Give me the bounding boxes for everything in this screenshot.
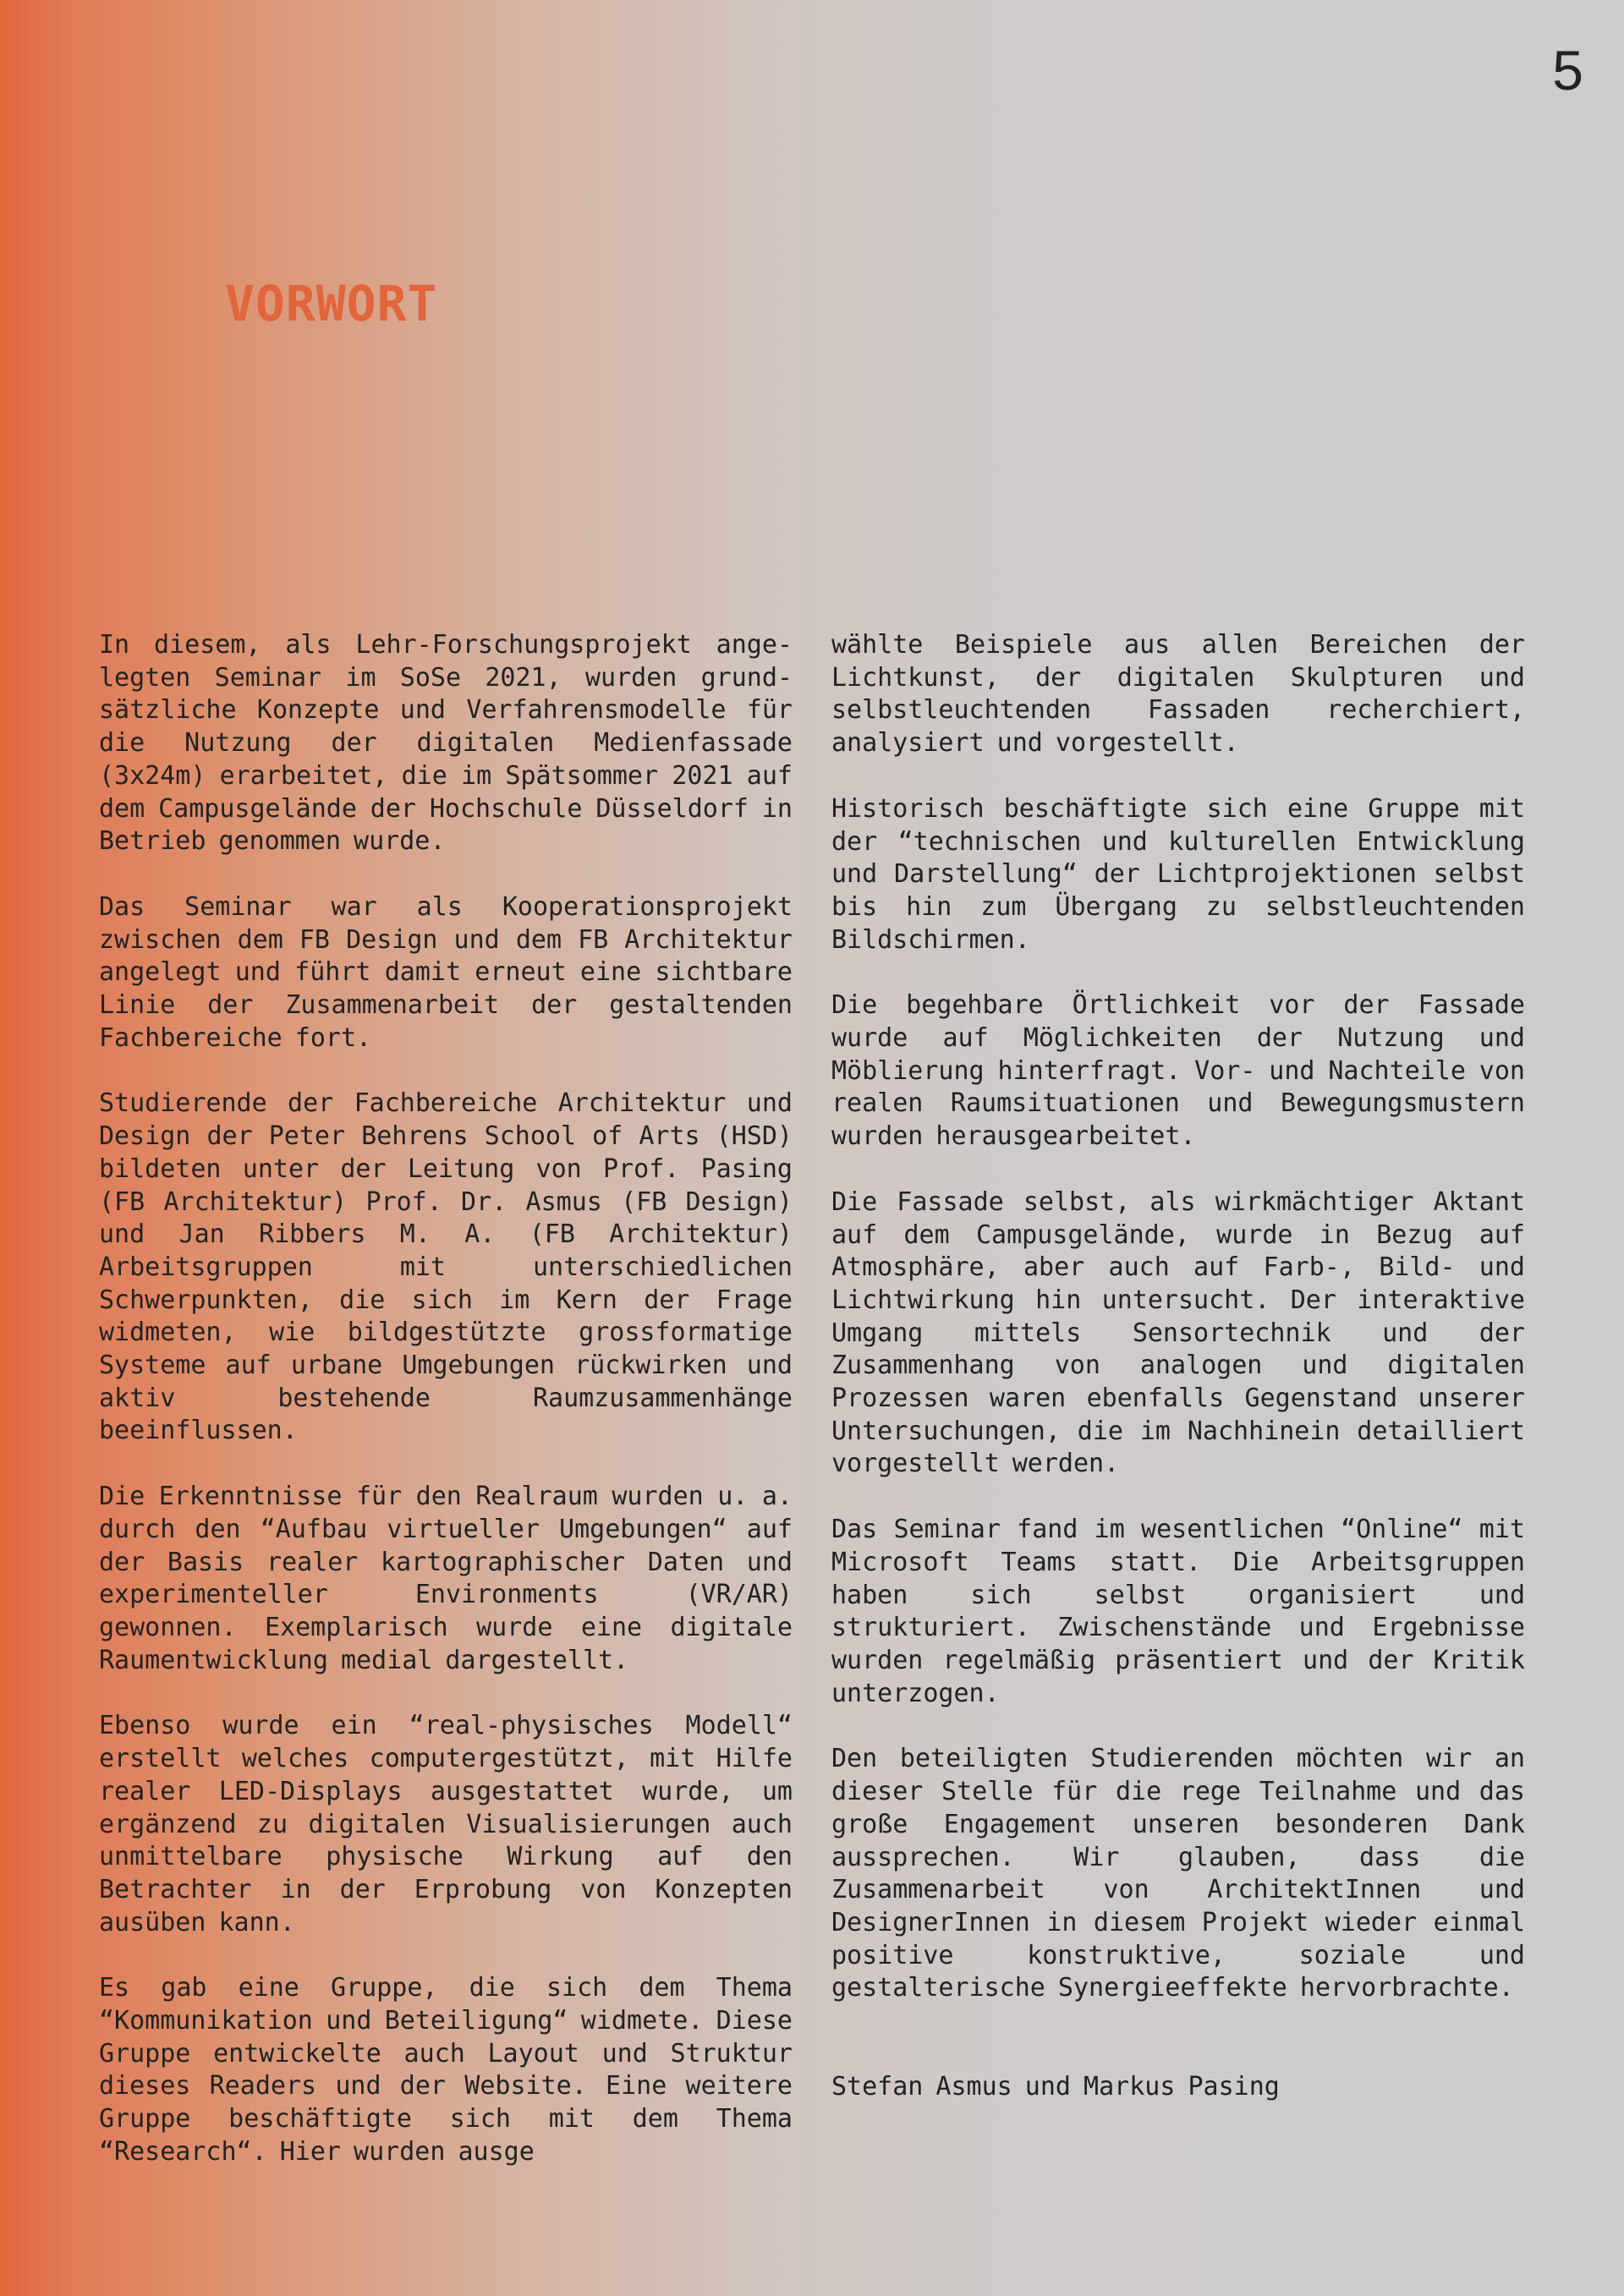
paragraph-location: Die begehbare Örtlichkeit vor der Fassade wurde auf Möglichkeiten der Nutzung und Möblierung hinterfragt. Vor- und Nachteile von realen Raumsituationen und Bewegungsmustern wurden herausgearbeitet. bbox=[831, 990, 1525, 1152]
paragraph-findings: Die Erkenntnisse für den Realraum wurden u. a. durch den “Aufbau virtueller Umgebungen“ auf der Basis realer kartographischer Daten und experimenteller Environments (VR/AR) gewonnen. Exemplarisch wurde eine digitale Raumentwicklung medial dargestellt. bbox=[99, 1482, 793, 1675]
paragraph-groups: Es gab eine Gruppe, die sich dem Thema “Kommunikation und Beteiligung“ widmete. Diese Gruppe entwickelte auch Layout und Struktur dieses Readers und der Website. Eine weitere Gruppe beschäftigte sich mit dem Thema “Research“. Hier wurden ausge bbox=[99, 1973, 793, 2167]
paragraph-cooperation: Das Seminar war als Kooperationsprojekt zwischen dem FB Design und dem FB Architektur angelegt und führt damit erneut eine sichtbare Linie der Zusammenarbeit der gestaltenden Fachbereiche fort. bbox=[99, 891, 793, 1053]
page-number: 5 bbox=[1552, 39, 1583, 101]
paragraph-thanks: Den beteiligten Studierenden möchten wir an dieser Stelle für die rege Teilnahme und das große Engagement unseren besonderen Dank aussprechen. Wir glauben, dass die Zusammenarbeit von ArchitektInnen und DesignerInnen in diesem Projekt wieder einmal positive konstruktive, soziale und gestalterische Synergieeffekte hervorbrachte. bbox=[831, 1744, 1525, 2003]
text-column-right bbox=[831, 629, 1525, 2137]
text-column-left bbox=[99, 629, 793, 2202]
signature: Stefan Asmus und Markus Pasing bbox=[831, 2072, 1280, 2102]
paragraph-intro: In diesem, als Lehr-Forschungsprojekt angelegten Seminar im SoSe 2021, wurden grundsätzliche Konzepte und Verfahrensmodelle für die Nutzung der digitalen Medienfassade (3x24m) erarbeitet, die im Spätsommer 2021 auf dem Campusgelände der Hochschule Düsseldorf in Betrieb genommen wurde. bbox=[99, 630, 793, 857]
paragraph-research-continued: wählte Beispiele aus allen Bereichen der Lichtkunst, der digitalen Skulpturen und selbstleuchtenden Fassaden recherchiert, analysiert und vorgestellt. bbox=[831, 630, 1525, 759]
paragraph-physical-model: Ebenso wurde ein “real-physisches Modell“ erstellt welches computergestützt, mit Hilfe realer LED-Displays ausgestattet wurde, um ergänzend zu digitalen Visualisierungen auch unmittelbare physische Wirkung auf den Betrachter in der Erprobung von Konzepten ausüben kann. bbox=[99, 1711, 793, 1937]
page-title: VORWORT bbox=[225, 275, 438, 332]
paragraph-online: Das Seminar fand im wesentlichen “Online“ mit Microsoft Teams statt. Die Arbeitsgruppen haben sich selbst organisiert und strukturiert. Zwischenstände und Ergebnisse wurden regelmäßig präsentiert und der Kritik unterzogen. bbox=[831, 1515, 1525, 1708]
paragraph-history: Historisch beschäftigte sich eine Gruppe mit der “technischen und kulturellen Entwicklung und Darstellung“ der Lichtprojektionen selbst bis hin zum Übergang zu selbstleuchtenden Bildschirmen. bbox=[831, 793, 1525, 955]
paragraph-students: Studierende der Fachbereiche Architektur und Design der Peter Behrens School of Arts (HSD) bildeten unter der Leitung von Prof. Pasing (FB Architektur) Prof. Dr. Asmus (FB Design) und Jan Ribbers M. A. (FB Architektur) Arbeitsgruppen mit unterschiedlichen Schwerpunkten, die sich im Kern der Frage widmeten, wie bildgestützte grossformatige Systeme auf urbane Umgebungen rückwirken und aktiv bestehende Raumzusammenhänge beeinflussen. bbox=[99, 1088, 793, 1446]
paragraph-facade: Die Fassade selbst, als wirkmächtiger Aktant auf dem Campusgelände, wurde in Bezug auf Atmosphäre, aber auch auf Farb-, Bild- und Lichtwirkung hin untersucht. Der interaktive Umgang mittels Sensortechnik und der Zusammenhang von analogen und digitalen Prozessen waren ebenfalls Gegenstand unserer Untersuchungen, die im Nachhinein detailliert vorgestellt werden. bbox=[831, 1186, 1525, 1479]
